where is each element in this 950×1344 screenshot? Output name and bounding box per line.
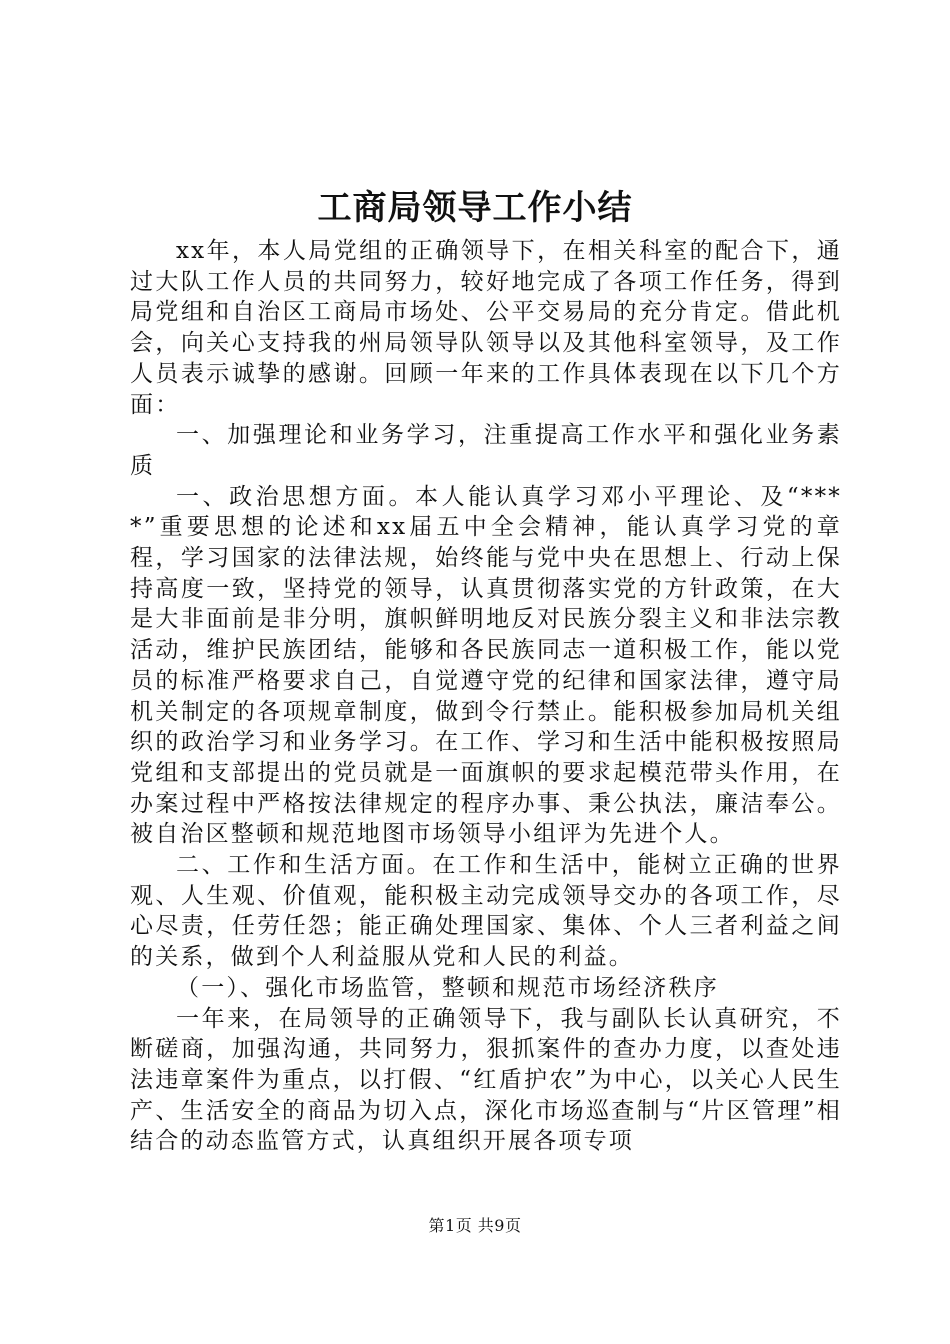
document-body [130,236,842,1157]
section-heading-study: 一、加强理论和业务学习，注重提高工作水平和强化业务素质 [130,422,842,479]
paragraph-intro: xx年，本人局党组的正确领导下，在相关科室的配合下，通过大队工作人员的共同努力，较好地完成了各项工作任务，得到局党组和自治区工商局市场处、公平交易局的充分肯定。借此机会，向关心支持我的州局领导队领导以及其他科室领导，及工作人员表示诚挚的感谢。回顾一年来的工作具体表现在以下几个方面： [130,238,842,418]
document-title: 工商局领导工作小结 [317,188,633,228]
paragraph-political-thought: 一、政治思想方面。本人能认真学习邓小平理论、及“****”重要思想的论述和xx届五中全会精神，能认真学习党的章程，学习国家的法律法规，始终能与党中央在思想上、行动上保持高度一致，坚持党的领导，认真贯彻落实党的方针政策，在大是大非面前是非分明，旗帜鲜明地反对民族分裂主义和非法宗教活动，维护民族团结，能够和各民族同志一道积极工作，能以党员的标准严格要求自己，自觉遵守党的纪律和国家法律，遵守局机关制定的各项规章制度，做到令行禁止。能积极参加局机关组织的政治学习和业务学习。在工作、学习和生活中能积极按照局党组和支部提出的党员就是一面旗帜的要求起模范带头作用，在办案过程中严格按法律规定的程序办事、秉公执法，廉洁奉公。被自治区整顿和规范地图市场领导小组评为先进个人。 [130,483,842,848]
paragraph-year-review: 一年来，在局领导的正确领导下，我与副队长认真研究，不断磋商，加强沟通，共同努力，狠抓案件的查办力度，以查处违法违章案件为重点，以打假、“红盾护农”为中心，以关心人民生产、生活安全的商品为切入点，深化市场巡查制与“片区管理”相结合的动态监管方式，认真组织开展各项专项 [130,1005,842,1155]
subsection-heading-market-supervision: （一）、强化市场监管，整顿和规范市场经济秩序 [176,974,719,1001]
paragraph-work-and-life: 二、工作和生活方面。在工作和生活中，能树立正确的世界观、人生观、价值观，能积极主动完成领导交办的各项工作，尽心尽责，任劳任怨；能正确处理国家、集体、个人三者利益之间的关系，做到个人利益服从党和人民的利益。 [130,852,842,971]
page-number-footer: 第1页 共9页 [428,1216,522,1235]
